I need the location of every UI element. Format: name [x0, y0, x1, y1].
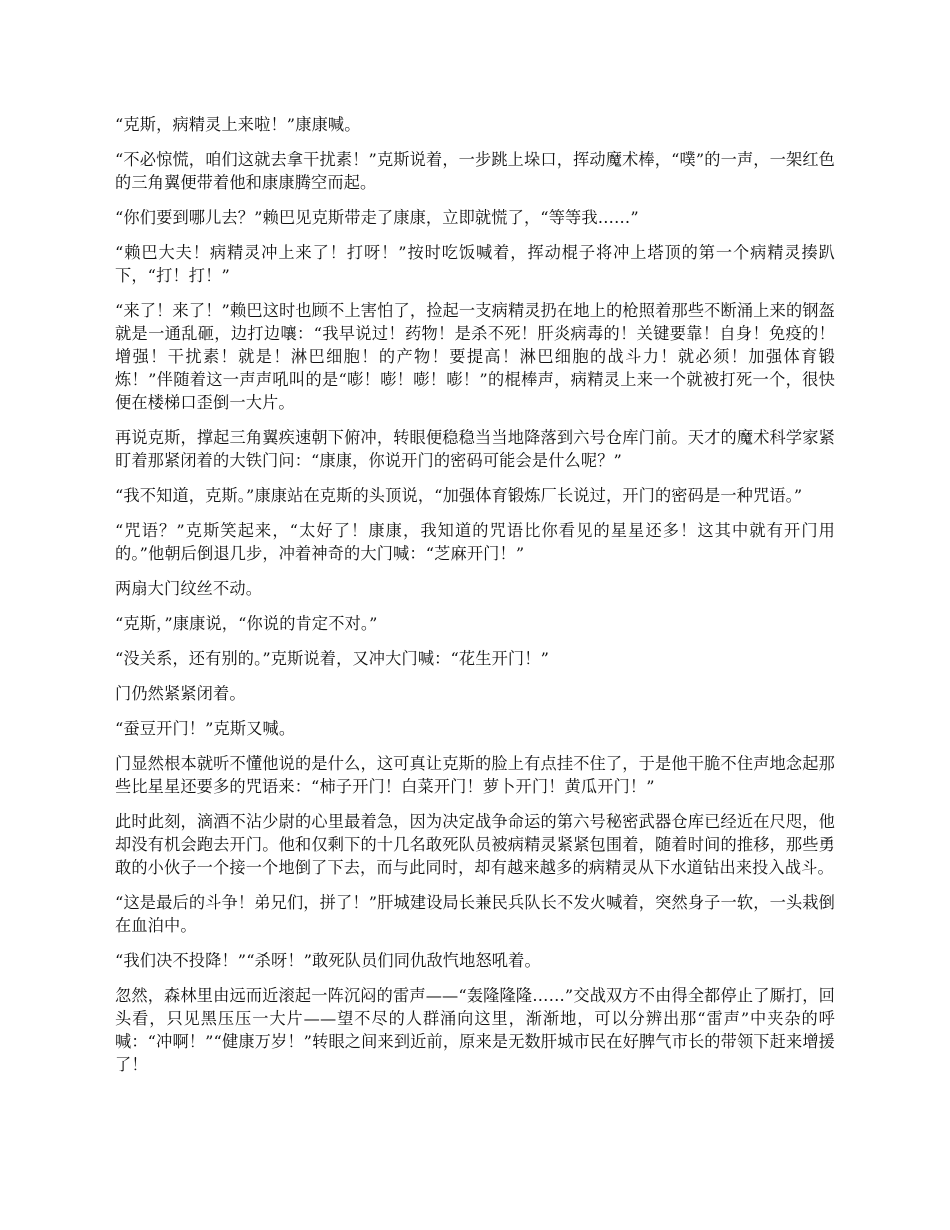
paragraph-17: “我们决不投降！”“杀呀！”敢死队员们同仇敌忾地怒吼着。 — [115, 951, 541, 970]
paragraph-8: “咒语？”克斯笑起来，“太好了！康康，我知道的咒语比你看见的星星还多！这其中就有开门用的。”他朝后倒退几步，冲着神奇的大门喊：“芝麻开门！” — [115, 521, 835, 563]
paragraph-9: 两扇大门纹丝不动。 — [115, 579, 263, 598]
paragraph-16: “这是最后的斗争！弟兄们，拼了！”肝城建设局长兼民兵队长不发火喊着，突然身子一软，一头栽倒在血泊中。 — [115, 893, 835, 935]
paragraph-18: 忽然，森林里由远而近滚起一阵沉闷的雷声——“轰隆隆隆……”交战双方不由得全都停止了厮打，回头看，只见黑压压一大片——望不尽的人群涌向这里，渐渐地，可以分辨出那“雷声”中夹杂的呼喊：“冲啊！”“健康万岁！”转眼之间来到近前，原来是无数肝城市民在好脾气市长的带领下赶来增援了！ — [115, 986, 835, 1074]
paragraph-6: 再说克斯，撑起三角翼疾速朝下俯冲，转眼便稳稳当当地降落到六号仓库门前。天才的魔术科学家紧盯着那紧闭着的大铁门问：“康康，你说开门的密码可能会是什么呢？” — [115, 428, 835, 470]
document-body — [115, 113, 835, 1088]
paragraph-5: “来了！来了！”赖巴这时也顾不上害怕了，捡起一支病精灵扔在地上的枪照着那些不断涌上来的钢盔就是一通乱砸，边打边嚷：“我早说过！药物！是杀不死！肝炎病毒的！关键要靠！自身！免疫的！增强！干扰素！就是！淋巴细胞！的产物！要提高！淋巴细胞的战斗力！就必须！加强体育锻炼！”伴随着这一声声吼叫的是“嘭！嘭！嘭！嘭！”的棍棒声，病精灵上来一个就被打死一个，很快便在楼梯口歪倒一大片。 — [115, 301, 835, 412]
paragraph-13: “蚕豆开门！”克斯又喊。 — [115, 719, 296, 738]
paragraph-7: “我不知道，克斯。”康康站在克斯的头顶说，“加强体育锻炼厂长说过，开门的密码是一种咒语。” — [115, 486, 803, 505]
paragraph-15: 此时此刻，滴酒不沾少尉的心里最着急，因为决定战争命运的第六号秘密武器仓库已经近在尺咫，他却没有机会跑去开门。他和仅剩下的十几名敢死队员被病精灵紧紧包围着，随着时间的推移，那些勇敢的小伙子一个接一个地倒了下去，而与此同时，却有越来越多的病精灵从下水道钻出来投入战斗。 — [115, 812, 835, 877]
paragraph-3: “你们要到哪儿去？”赖巴见克斯带走了康康，立即就慌了，“等等我……” — [115, 208, 639, 227]
paragraph-1: “克斯，病精灵上来啦！”康康喊。 — [115, 115, 361, 134]
paragraph-10: “克斯，”康康说，“你说的肯定不对。” — [115, 614, 378, 633]
paragraph-2: “不必惊慌，咱们这就去拿干扰素！”克斯说着，一步跳上垛口，挥动魔术棒，“噗”的一声，一架红色的三角翼便带着他和康康腾空而起。 — [115, 150, 835, 192]
paragraph-11: “没关系，还有别的。”克斯说着，又冲大门喊：“花生开门！” — [115, 649, 550, 668]
paragraph-4: “赖巴大夫！病精灵冲上来了！打呀！”按时吃饭喊着，挥动棍子将冲上塔顶的第一个病精灵揍趴下，“打！打！” — [115, 243, 835, 285]
paragraph-14: 门显然根本就听不懂他说的是什么，这可真让克斯的脸上有点挂不住了，于是他干脆不住声地念起那些比星星还要多的咒语来：“柿子开门！白菜开门！萝卜开门！黄瓜开门！” — [115, 754, 835, 796]
paragraph-12: 门仍然紧紧闭着。 — [115, 684, 246, 703]
